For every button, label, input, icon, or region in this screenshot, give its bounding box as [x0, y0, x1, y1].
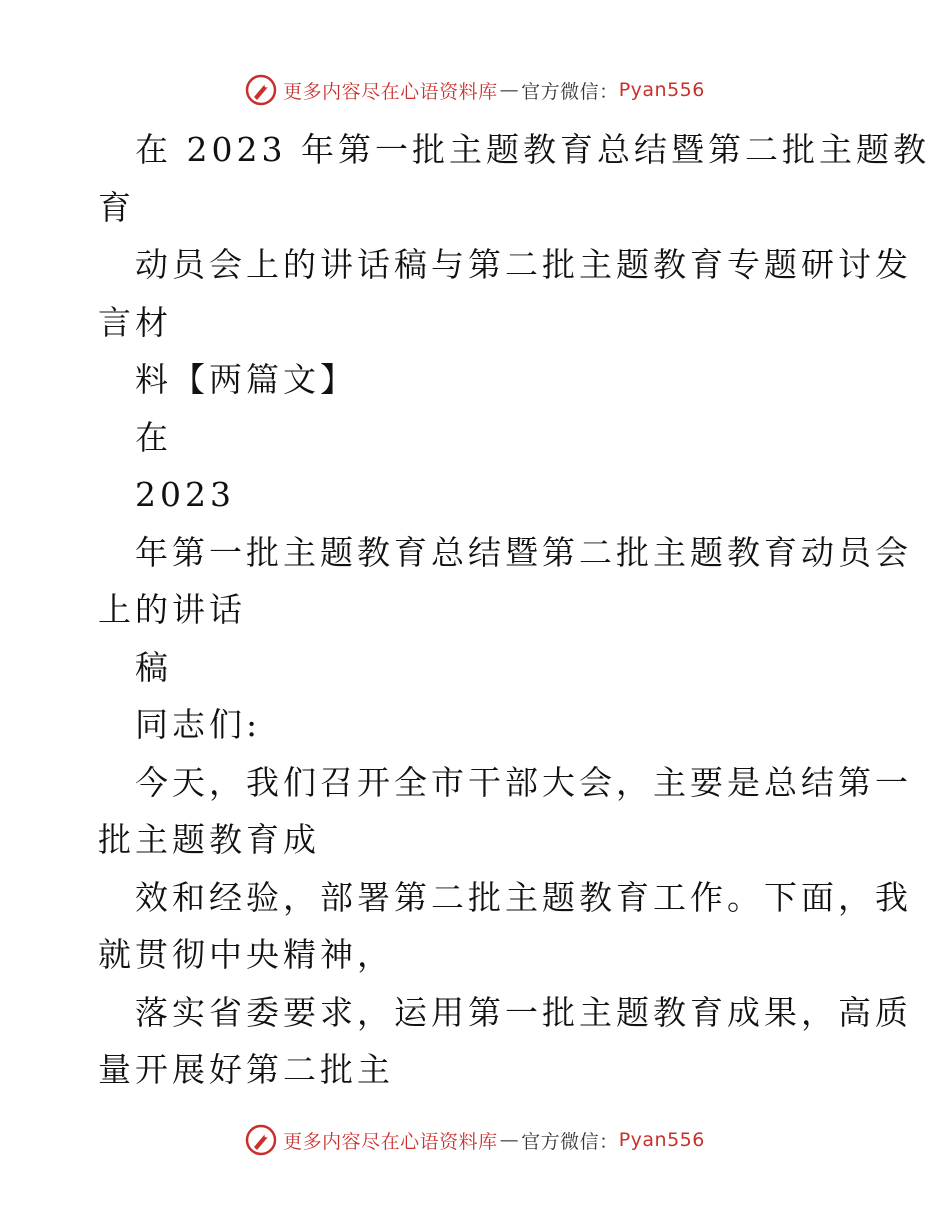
text-line: 量开展好第二批主	[98, 1050, 394, 1089]
text-line: 效和经验，部署第二批主题教育工作。下面，我	[135, 878, 912, 917]
banner-main-text: 更多内容尽在心语资料库	[283, 1130, 498, 1153]
text-line: 料【两篇文】	[135, 360, 357, 399]
text-line: 今天，我们召开全市干部大会，主要是总结第一	[135, 763, 912, 802]
text-line: 落实省委要求，运用第一批主题教育成果，高质	[135, 993, 912, 1032]
text-line: 2023	[135, 475, 235, 514]
text-line: 在 2023 年第一批主题教育总结暨第二批主题教	[135, 130, 930, 169]
text-line: 年第一批主题教育总结暨第二批主题教育动员会	[135, 533, 912, 572]
text-line: 在	[135, 418, 172, 457]
banner-separator: —	[499, 79, 520, 101]
text-line: 就贯彻中央精神，	[98, 935, 394, 974]
text-line: 育	[98, 188, 135, 227]
pen-logo-icon	[245, 1124, 277, 1156]
pen-logo-icon	[245, 74, 277, 106]
banner-wechat-id: Pyan556	[618, 1129, 705, 1151]
banner-wechat-label: 官方微信：	[521, 80, 619, 103]
text-line: 上的讲话	[98, 590, 246, 629]
text-line: 动员会上的讲话稿与第二批主题教育专题研讨发	[135, 245, 912, 284]
text-line: 批主题教育成	[98, 820, 320, 859]
banner-main-text: 更多内容尽在心语资料库	[283, 80, 498, 103]
footer-watermark-banner	[0, 1120, 950, 1160]
banner-wechat-label: 官方微信：	[521, 1130, 619, 1153]
banner-separator: —	[499, 1129, 520, 1151]
text-line: 言材	[98, 303, 172, 342]
text-line: 稿	[135, 648, 172, 687]
header-watermark-banner	[0, 70, 950, 110]
text-line: 同志们:	[135, 705, 262, 744]
banner-wechat-id: Pyan556	[618, 79, 705, 101]
